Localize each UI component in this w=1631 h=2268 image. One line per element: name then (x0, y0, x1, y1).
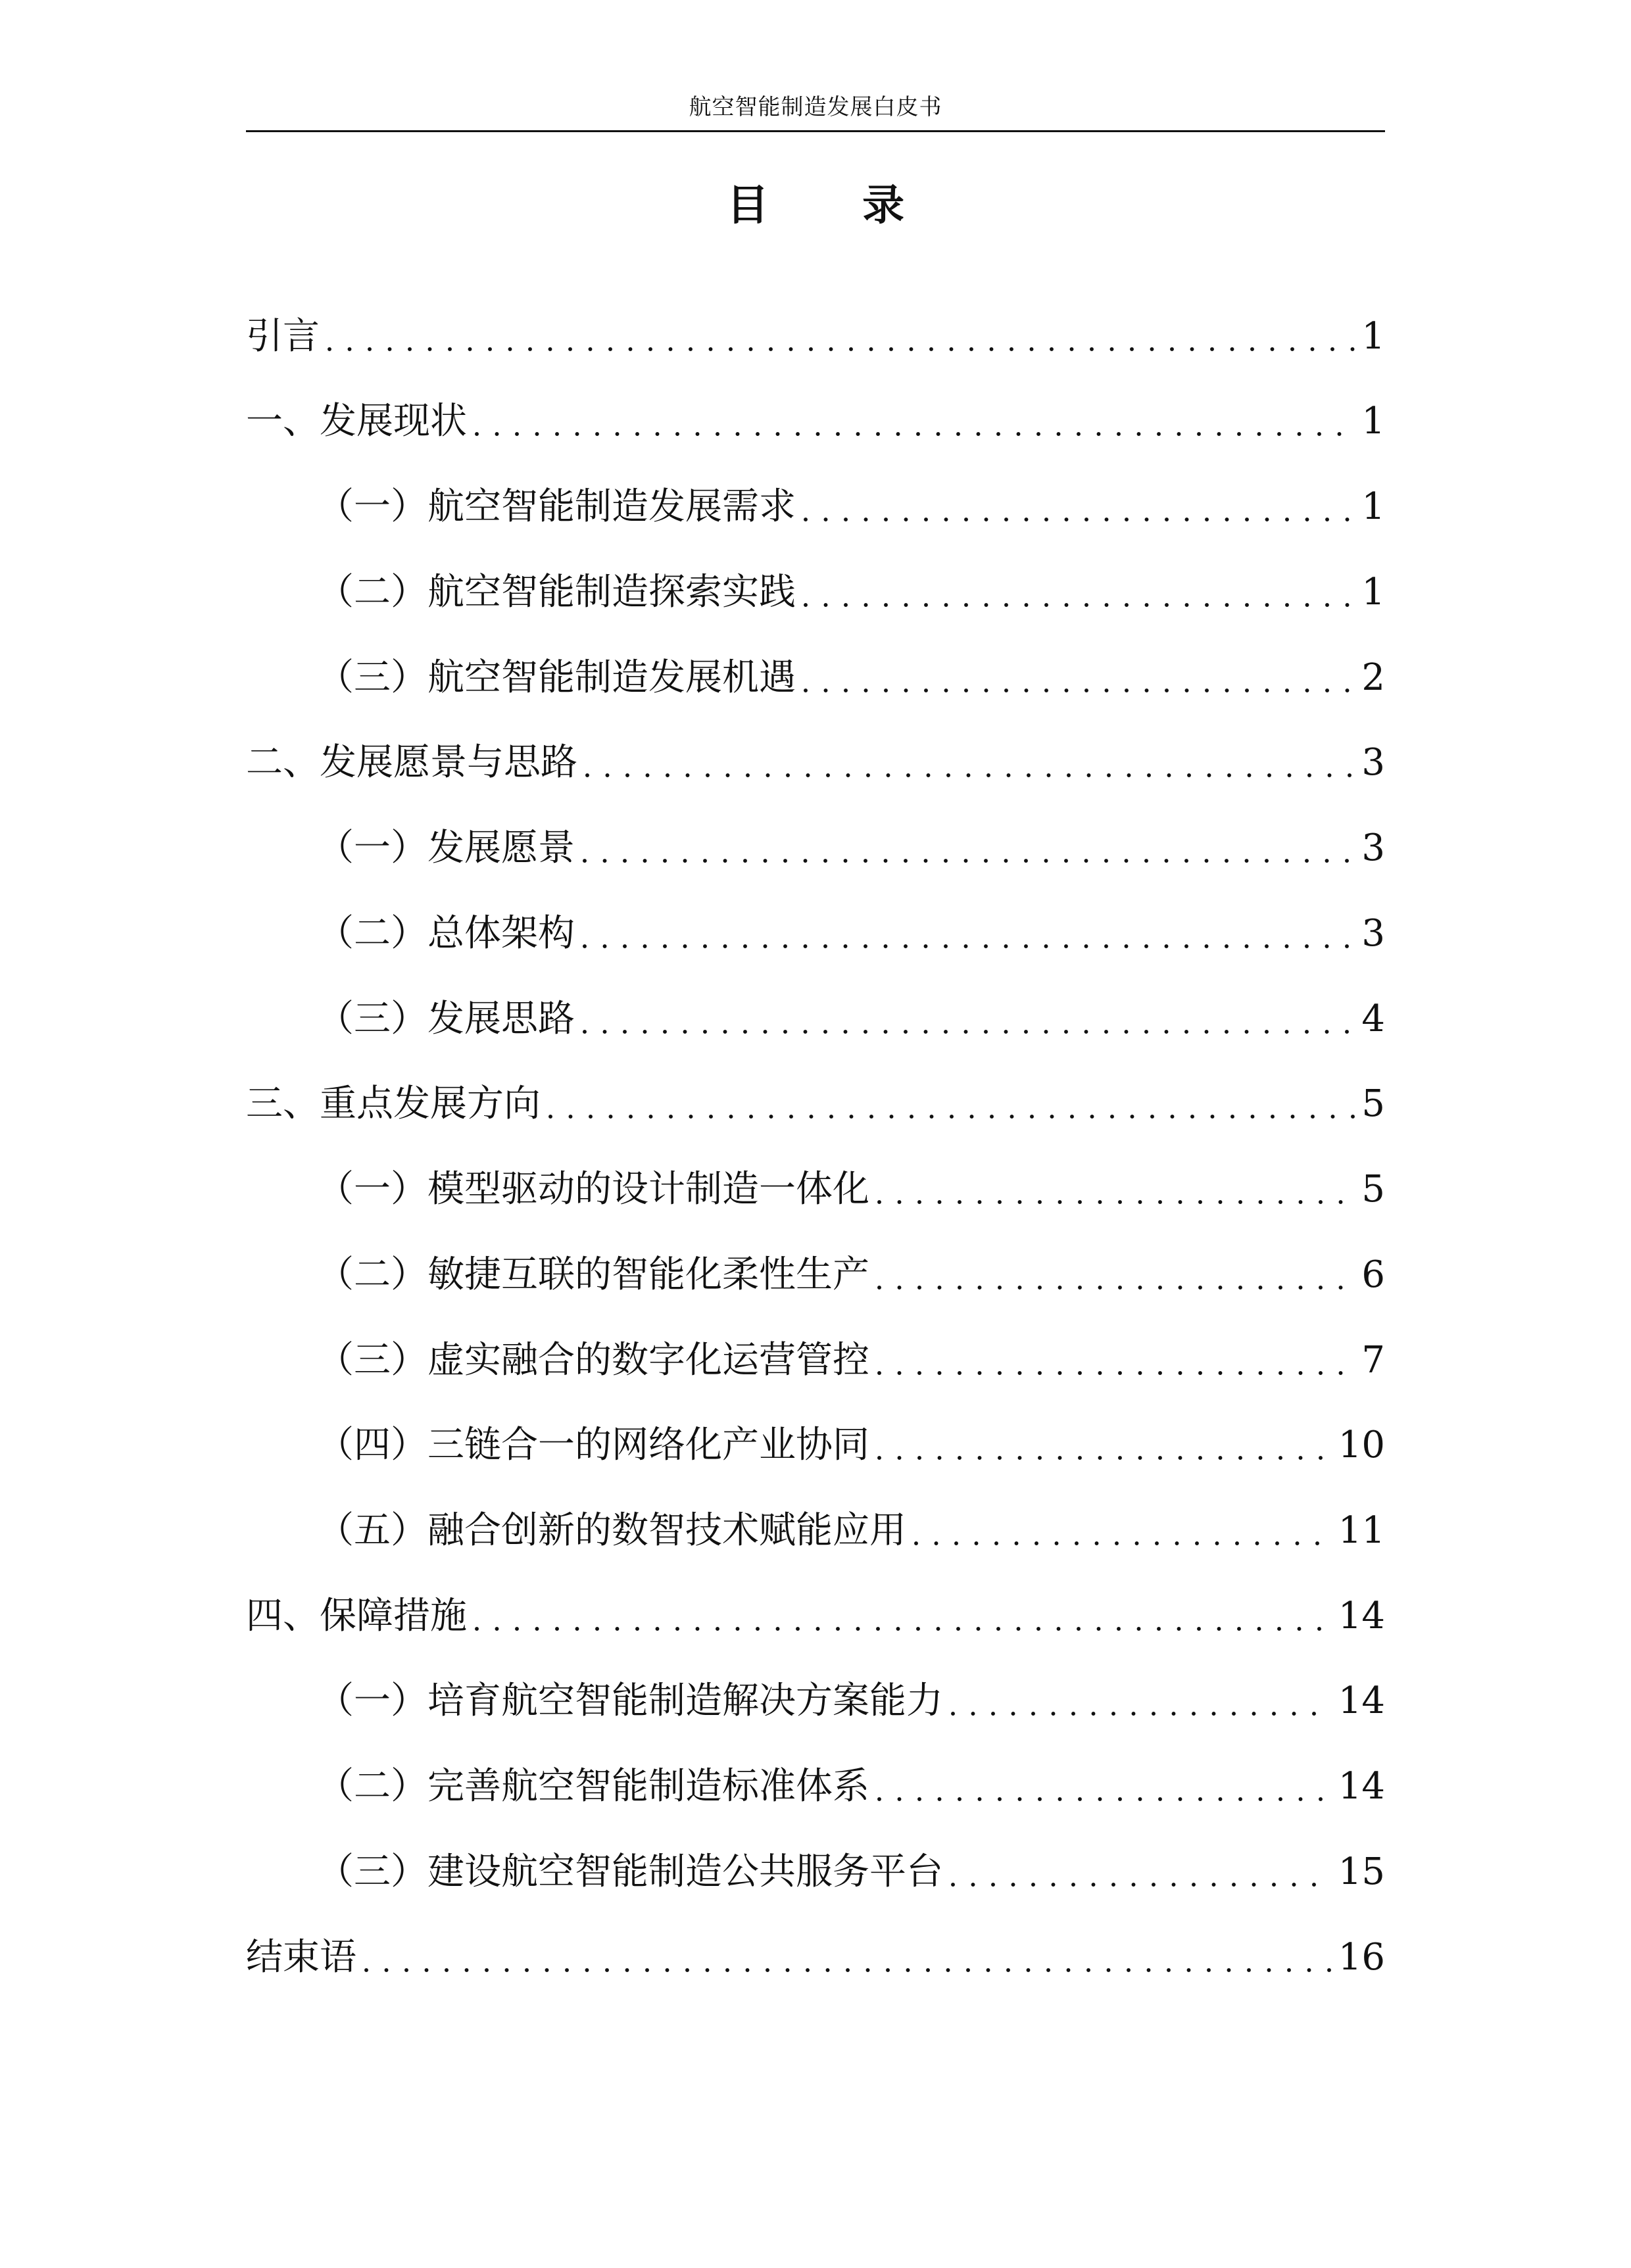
toc-entry-label: （一）航空智能制造发展需求 (317, 485, 796, 528)
toc-entry-section-4-2[interactable] (246, 1760, 1385, 1813)
toc-entry-label: （三）建设航空智能制造公共服务平台 (317, 1850, 943, 1893)
toc-entry-label: （一）培育航空智能制造解决方案能力 (317, 1679, 943, 1722)
toc-entry-label: 三、重点发展方向 (246, 1082, 541, 1125)
toc-entry-label: （三）发展思路 (317, 998, 575, 1040)
dot-leader (877, 1760, 1332, 1813)
toc-entry-page-number: 1 (1361, 315, 1385, 358)
header-rule (246, 130, 1385, 132)
toc-entry-page-number: 3 (1361, 912, 1385, 955)
toc-entry-page-number: 14 (1338, 1765, 1385, 1808)
toc-entry-page-number: 3 (1361, 827, 1385, 869)
toc-entry-section-4-3[interactable] (246, 1846, 1385, 1898)
toc-entry-label: 结束语 (246, 1936, 356, 1979)
toc-entry-label: （三）航空智能制造发展机遇 (317, 656, 796, 699)
dot-leader (475, 1590, 1332, 1643)
dot-leader (951, 1675, 1332, 1727)
toc-entry-page-number: 14 (1338, 1679, 1385, 1722)
toc-entry-label: （二）完善航空智能制造标准体系 (317, 1765, 869, 1808)
toc-entry-section-3-4[interactable] (246, 1419, 1385, 1472)
toc-entry-page-number: 1 (1361, 485, 1385, 528)
running-header: 航空智能制造发展白皮书 (689, 94, 942, 120)
toc-entry-section-4-1[interactable] (246, 1675, 1385, 1727)
dot-leader (804, 566, 1355, 619)
dot-leader (328, 310, 1355, 363)
toc-entry-label: 二、发展愿景与思路 (246, 741, 577, 784)
toc-entry-intro[interactable] (246, 310, 1385, 363)
toc-entry-page-number: 1 (1361, 571, 1385, 614)
toc-entry-label: （一）模型驱动的设计制造一体化 (317, 1168, 869, 1211)
dot-leader (914, 1505, 1332, 1557)
toc-entry-section-4[interactable] (246, 1590, 1385, 1643)
toc-entry-section-3-3[interactable] (246, 1334, 1385, 1387)
toc-entry-page-number: 10 (1338, 1424, 1385, 1466)
toc-entry-section-2-2[interactable] (246, 907, 1385, 960)
toc-entry-section-2-1[interactable] (246, 822, 1385, 875)
toc-entry-page-number: 6 (1361, 1253, 1385, 1296)
toc-entry-label: 引言 (246, 315, 320, 358)
dot-leader (877, 1163, 1355, 1216)
toc-entry-label: （二）总体架构 (317, 912, 575, 955)
dot-leader (583, 907, 1355, 960)
toc-entry-label: （五）融合创新的数智技术赋能应用 (317, 1509, 906, 1552)
toc-entry-page-number: 16 (1338, 1936, 1385, 1979)
toc-entry-section-1[interactable] (246, 395, 1385, 448)
toc-entry-section-3[interactable] (246, 1078, 1385, 1130)
toc-entry-page-number: 2 (1361, 656, 1385, 699)
dot-leader (951, 1846, 1332, 1898)
dot-leader (548, 1078, 1355, 1130)
toc-entry-page-number: 4 (1361, 998, 1385, 1040)
dot-leader (364, 1931, 1332, 1984)
toc-entry-section-3-5[interactable] (246, 1505, 1385, 1557)
toc-entry-label: （二）敏捷互联的智能化柔性生产 (317, 1253, 869, 1296)
dot-leader (804, 481, 1355, 533)
dot-leader (583, 993, 1355, 1046)
toc-entry-label: 四、保障措施 (246, 1595, 467, 1637)
toc-entry-section-2[interactable] (246, 736, 1385, 789)
dot-leader (877, 1419, 1332, 1472)
toc-entry-label: （一）发展愿景 (317, 827, 575, 869)
dot-leader (877, 1334, 1355, 1387)
toc-entry-label: （三）虚实融合的数字化运营管控 (317, 1339, 869, 1382)
toc-entry-section-1-2[interactable] (246, 566, 1385, 619)
dot-leader (804, 652, 1355, 704)
dot-leader (585, 736, 1355, 789)
toc-entry-page-number: 14 (1338, 1595, 1385, 1637)
dot-leader (877, 1249, 1355, 1301)
dot-leader (583, 822, 1355, 875)
toc-entry-conclusion[interactable] (246, 1931, 1385, 1984)
toc-entry-page-number: 1 (1361, 400, 1385, 443)
toc-entry-label: 一、发展现状 (246, 400, 467, 443)
toc-entry-page-number: 15 (1338, 1850, 1385, 1893)
toc-entry-page-number: 7 (1361, 1339, 1385, 1382)
toc-entry-section-3-2[interactable] (246, 1249, 1385, 1301)
toc-title: 目 录 (726, 181, 944, 230)
toc-entry-section-2-3[interactable] (246, 993, 1385, 1046)
toc-entry-section-1-1[interactable] (246, 481, 1385, 533)
toc-entry-section-3-1[interactable] (246, 1163, 1385, 1216)
toc-entry-page-number: 5 (1361, 1168, 1385, 1211)
toc-entry-label: （四）三链合一的网络化产业协同 (317, 1424, 869, 1466)
toc-entry-page-number: 3 (1361, 741, 1385, 784)
toc-entry-label: （二）航空智能制造探索实践 (317, 571, 796, 614)
dot-leader (475, 395, 1355, 448)
toc-entry-section-1-3[interactable] (246, 652, 1385, 704)
toc-entry-page-number: 11 (1338, 1509, 1385, 1552)
toc-entry-page-number: 5 (1361, 1082, 1385, 1125)
